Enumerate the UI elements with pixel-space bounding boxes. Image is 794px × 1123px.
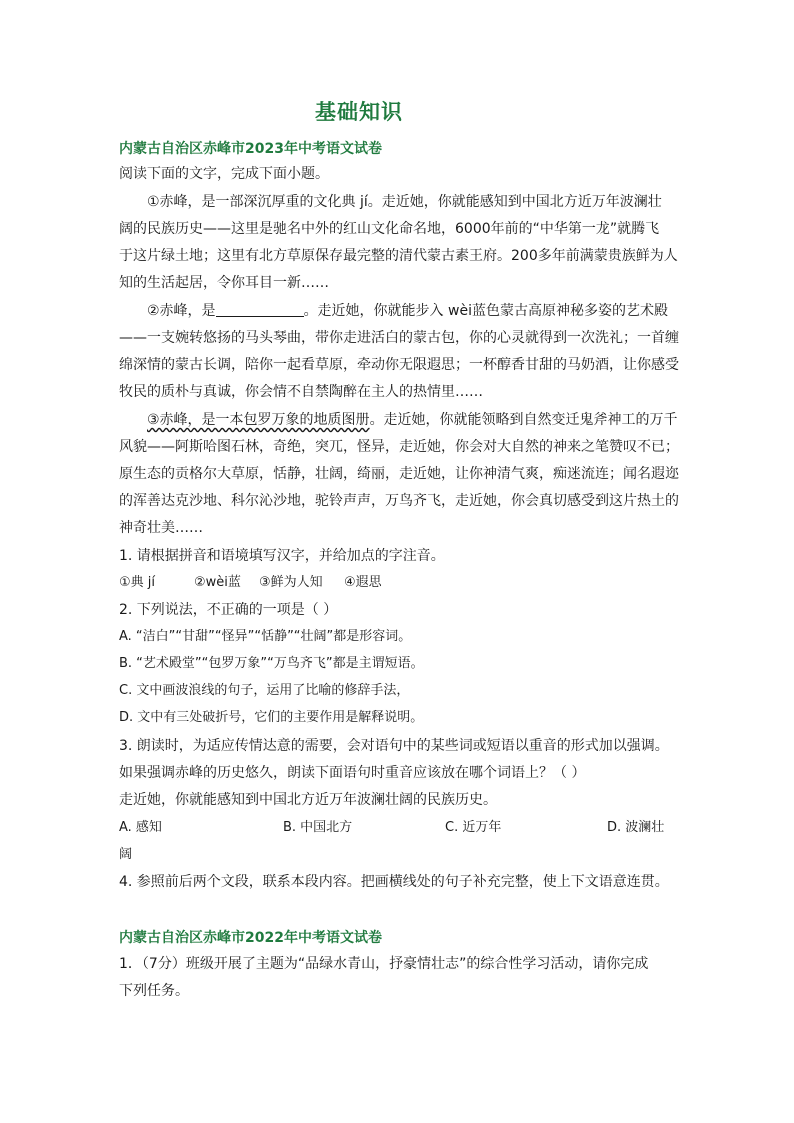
q1-item: ②wèi蓝 [194, 575, 241, 590]
q2-option-b[interactable]: B. “艺术殿堂”“包罗万象”“万鸟齐飞”都是主谓短语。 [119, 656, 424, 671]
para1-line: 阔的民族历史——这里是驰名中外的红山文化命名地，6000年前的“中华第一龙”就腾飞 [119, 221, 660, 237]
question-2: 2. 下列说法，不正确的一项是（ ） [119, 602, 338, 618]
question-2022-1-line: 下列任务。 [119, 983, 189, 999]
para2-head: ②赤峰，是 [147, 303, 216, 319]
para2-first-line [147, 301, 668, 321]
fill-in-blank[interactable] [216, 302, 304, 317]
q3-option-b[interactable]: B. 中国北方 [283, 820, 353, 835]
para3-first-line [147, 410, 678, 430]
q1-item: ④遐思 [344, 575, 382, 590]
section-heading-2022: 内蒙古自治区赤峰市2022年中考语文试卷 [119, 930, 382, 946]
q3-option-c[interactable]: C. 近万年 [445, 820, 502, 835]
page-title: 基础知识 [315, 100, 403, 124]
para2-head-rest: 。走近她，你就能步入 wèi蓝色蒙古高原神秘多姿的艺术殿 [303, 303, 668, 319]
wavy-underlined-sentence: ③赤峰，是一本包罗万象的地质图册 [147, 412, 370, 428]
question-3-line: 走近她，你就能感知到中国北方近万年波澜壮阔的民族历史。 [119, 792, 497, 808]
para3-line: 原生态的贡格尔大草原，恬静，壮阔，绮丽，走近她，让你神清气爽，痴迷流连；闻名遐迩 [119, 466, 679, 482]
section-heading-2023: 内蒙古自治区赤峰市2023年中考语文试卷 [119, 141, 382, 157]
para1-line: ①赤峰，是一部深沉厚重的文化典 jí。走近她，你就能感知到中国北方近万年波澜壮 [147, 194, 662, 210]
q3-option-a[interactable]: A. 感知 [119, 820, 162, 835]
q1-item: ③鲜为人知 [259, 575, 323, 590]
q1-item: ①典 jí [119, 575, 156, 590]
para2-line: ——一支婉转悠扬的马头琴曲，带你走进活白的蒙古包，你的心灵就得到一次洗礼；一首缠 [119, 330, 679, 346]
para3-line: 风貌——阿斯哈图石林，奇绝，突兀，怪异，走近她，你会对大自然的神来之笔赞叹不已； [119, 439, 679, 455]
para1-line: 于这片绿土地；这里有北方草原保存最完整的清代蒙古素王府。200多年前满蒙贵族鲜为人 [119, 248, 678, 264]
q2-option-a[interactable]: A. “洁白”“甘甜”“怪异”“恬静”“壮阔”都是形容词。 [119, 629, 412, 644]
q2-option-d[interactable]: D. 文中有三处破折号，它们的主要作用是解释说明。 [119, 710, 424, 725]
question-4: 4. 参照前后两个文段，联系本段内容。把画横线处的句子补充完整，使上下文语意连贯。 [119, 874, 669, 890]
para1-line: 知的生活起居，令你耳目一新…… [119, 275, 329, 291]
question-3: 3. 朗读时，为适应传情达意的需要，会对语句中的某些词或短语以重音的形式加以强调。 [119, 738, 669, 754]
para3-head-rest: 。走近她，你就能领略到自然变迁鬼斧神工的万千 [369, 412, 678, 428]
q3-option-d[interactable]: D. 波澜壮 [607, 820, 665, 835]
q3-option-d-wrap: 阔 [119, 847, 133, 862]
para3-line: 的浑善达克沙地、科尔沁沙地，驼铃声声，万鸟齐飞，走近她，你会真切感受到这片热土的 [119, 493, 679, 509]
para3-line: 神奇壮美…… [119, 520, 203, 536]
question-2022-1: 1．（7分）班级开展了主题为“品绿水青山，抒豪情壮志”的综合性学习活动，请你完成 [119, 956, 649, 972]
question-1: 1. 请根据拼音和语境填写汉字，并给加点的字注音。 [119, 548, 445, 564]
intro-text: 阅读下面的文字，完成下面小题。 [119, 166, 329, 182]
para2-line: 绵深情的蒙古长调，陪你一起看草原，牵动你无限遐思；一杯醇香甘甜的马奶酒，让你感受 [119, 357, 679, 373]
para2-line: 牧民的质朴与真诚，你会情不自禁陶醉在主人的热情里…… [119, 384, 483, 400]
question-3-line: 如果强调赤峰的历史悠久，朗读下面语句时重音应该放在哪个词语上？（ ） [119, 765, 586, 781]
q2-option-c[interactable]: C. 文中画波浪线的句子，运用了比喻的修辞手法， [119, 683, 410, 698]
